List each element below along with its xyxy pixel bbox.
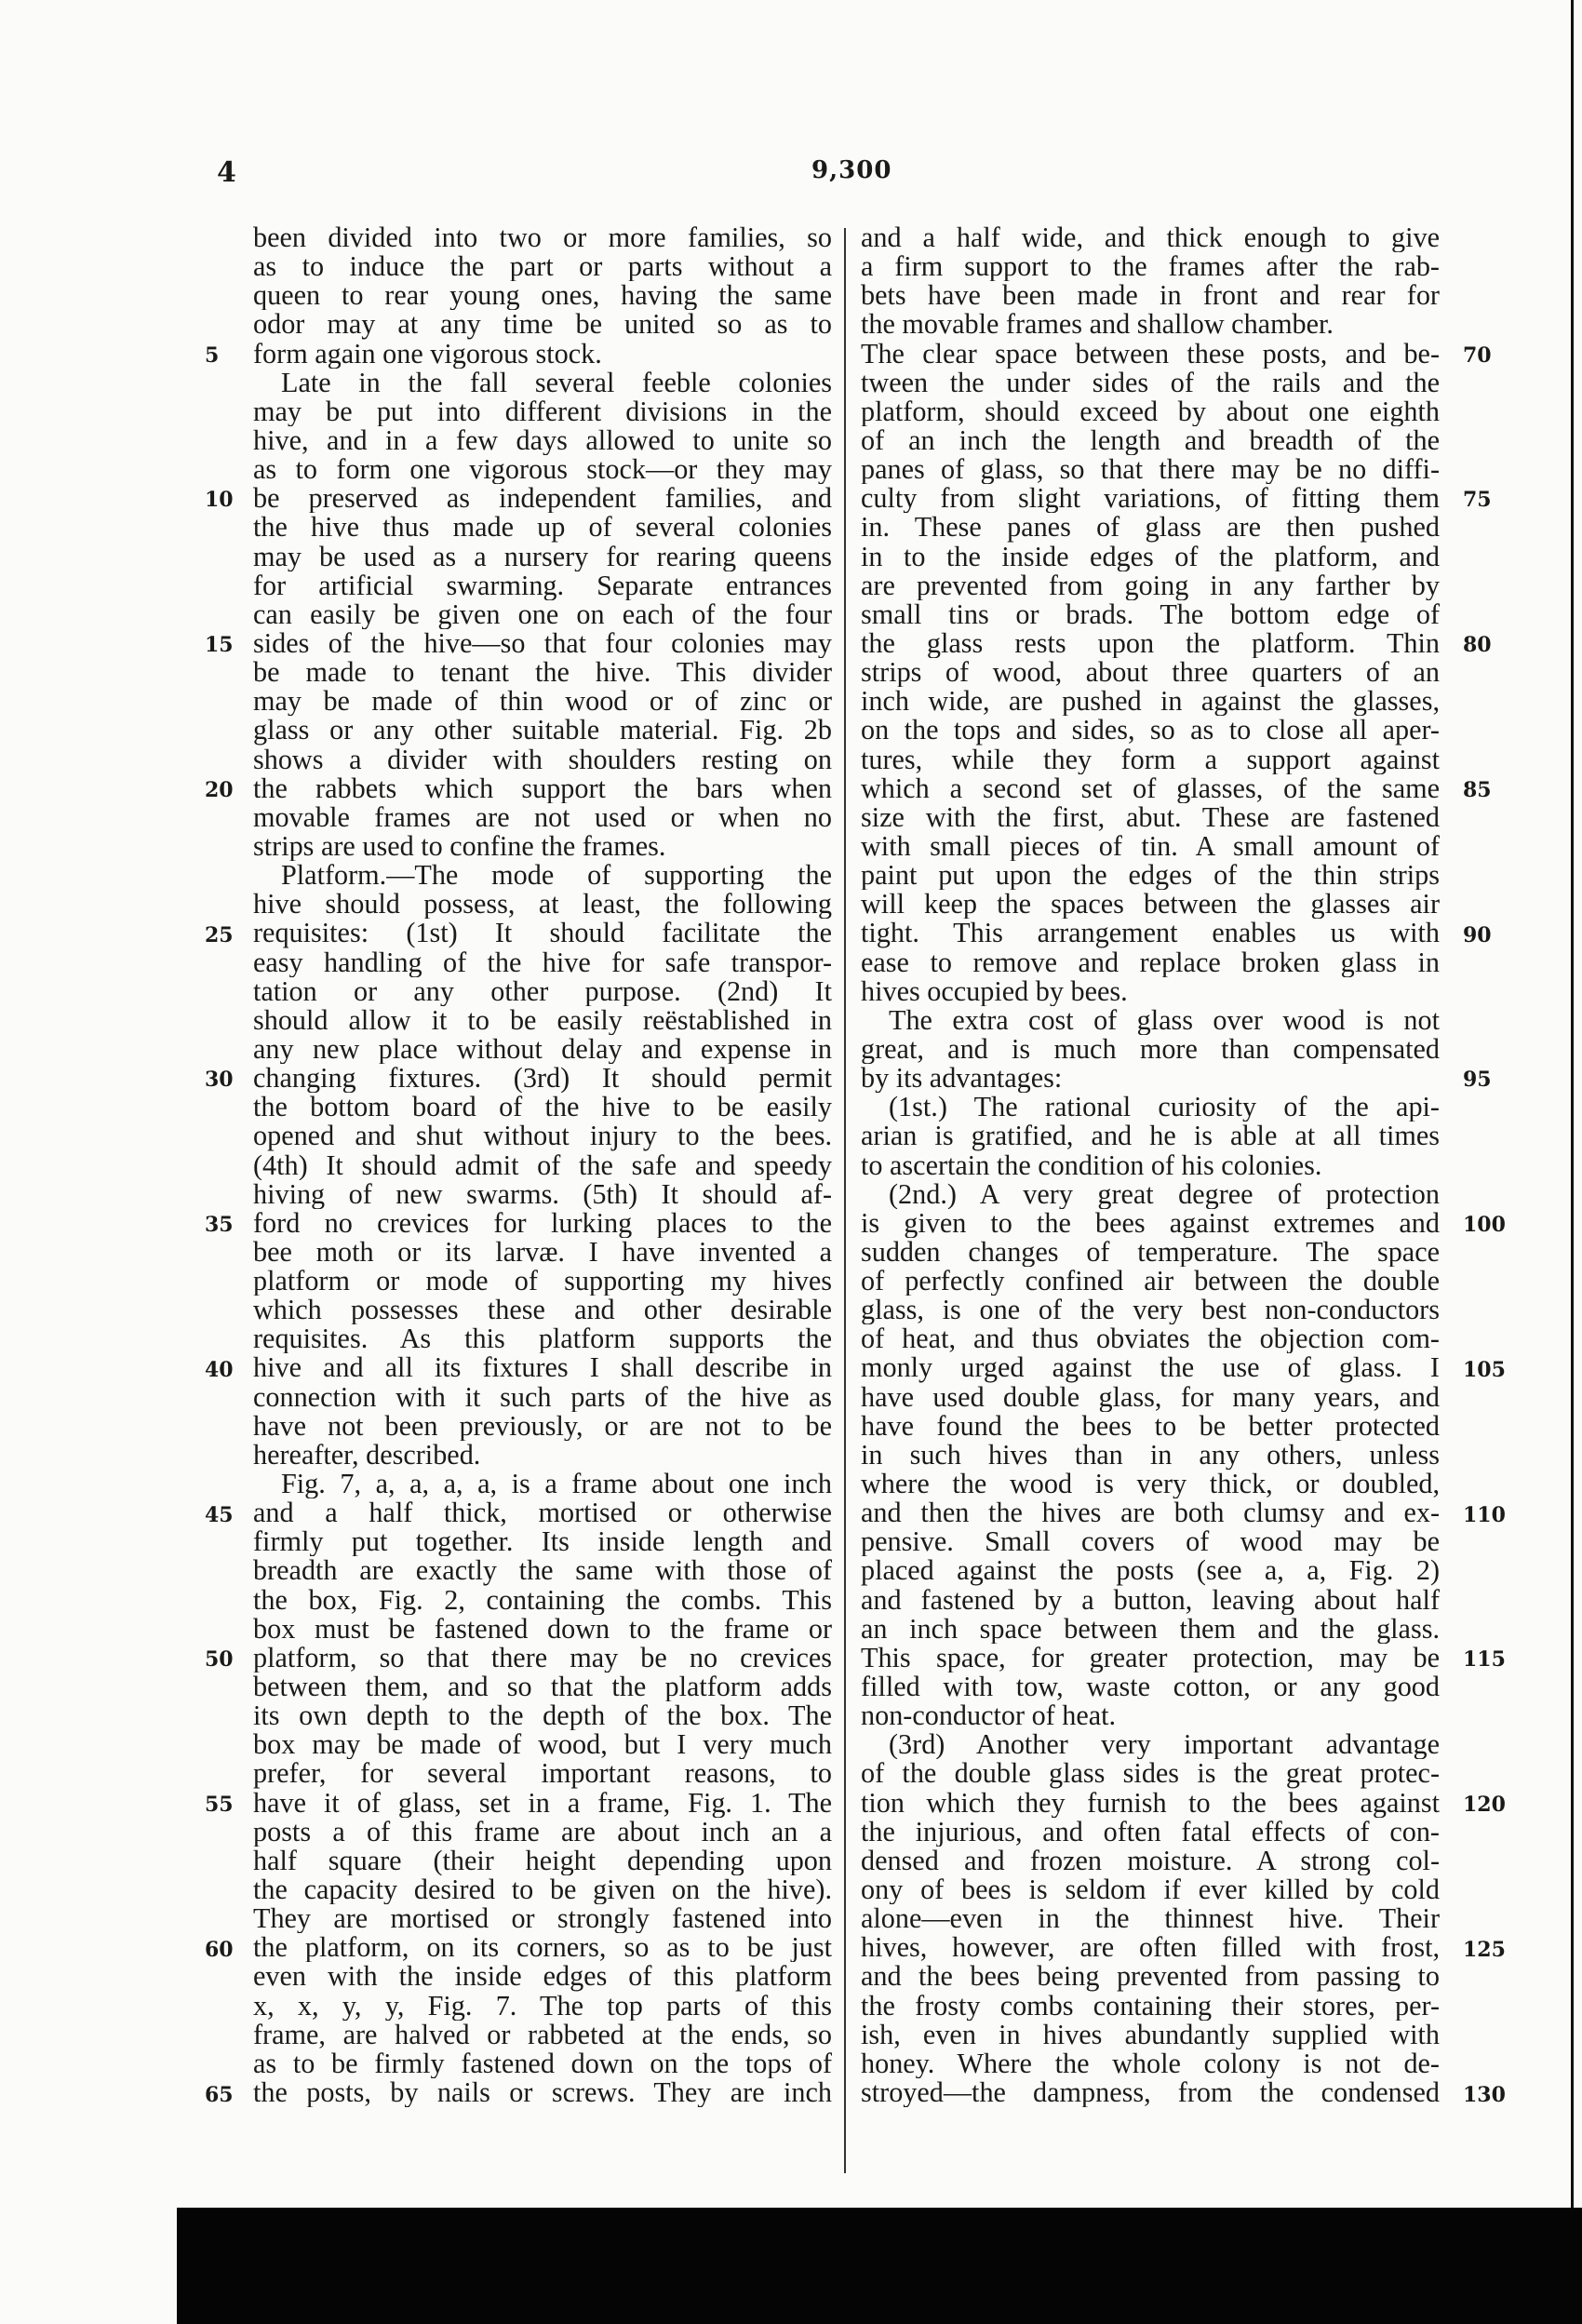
text-line: inch wide, are pushed in against the glasses, — [861, 687, 1440, 717]
text-line: may be made of thin wood or of zinc or — [253, 687, 832, 717]
text-line: ford no crevices for lurking places to the — [253, 1208, 832, 1238]
text-line: be preserved as independent families, and — [253, 484, 832, 514]
text-line: hive and all its fixtures I shall describe in — [253, 1353, 832, 1383]
text-line: a firm support to the frames after the rab- — [861, 252, 1440, 282]
text-line: changing fixtures. (3rd) It should permit — [253, 1064, 832, 1094]
text-line: the rabbets which support the bars when — [253, 773, 832, 803]
text-line: honey. Where the whole colony is not de- — [861, 2049, 1440, 2078]
text-line: bets have been made in front and rear for — [861, 281, 1440, 311]
text-line: been divided into two or more families, so — [253, 223, 832, 253]
text-line: This space, for greater protection, may be — [861, 1643, 1440, 1673]
text-line: and fastened by a button, leaving about half — [861, 1585, 1440, 1615]
line-number: 85 — [1463, 777, 1492, 802]
text-line: half square (their height depending upon — [253, 1846, 832, 1876]
text-line: in. These panes of glass are then pushed — [861, 513, 1440, 543]
line-number: 35 — [205, 1213, 234, 1238]
text-line: placed against the posts (see a, a, Fig. 2) — [861, 1556, 1440, 1586]
text-line: an inch space between them and the glass. — [861, 1614, 1440, 1644]
text-line: panes of glass, so that there may be no diffi- — [861, 455, 1440, 485]
scan-border-bottom — [177, 2208, 1582, 2324]
text-line: Fig. 7, a, a, a, a, is a frame about one inch — [281, 1470, 832, 1499]
text-line: is given to the bees against extremes and — [861, 1208, 1440, 1238]
line-number: 65 — [205, 2082, 234, 2107]
text-line: box may be made of wood, but I very much — [253, 1730, 832, 1760]
text-line: hereafter, described. — [253, 1440, 481, 1471]
text-line: have it of glass, set in a frame, Fig. 1. The — [253, 1788, 832, 1818]
text-line: hiving of new swarms. (5th) It should af- — [253, 1179, 832, 1209]
line-number: 90 — [1463, 922, 1492, 947]
text-line: Late in the fall several feeble colonies — [281, 368, 832, 397]
line-number: 75 — [1463, 488, 1492, 513]
text-line: pensive. Small covers of wood may be — [861, 1527, 1440, 1557]
text-line: of perfectly confined air between the double — [861, 1267, 1440, 1296]
text-line: the box, Fig. 2, containing the combs. This — [253, 1585, 832, 1615]
text-line: odor may at any time be united so as to — [253, 310, 832, 340]
line-number: 40 — [205, 1357, 234, 1382]
text-line: where the wood is very thick, or doubled, — [861, 1470, 1440, 1499]
line-number: 30 — [205, 1068, 234, 1093]
text-line: connection with it such parts of the hive as — [253, 1382, 832, 1412]
line-number: 120 — [1463, 1793, 1506, 1818]
right-text-column — [861, 223, 1440, 2107]
text-line: ease to remove and replace broken glass in — [861, 947, 1440, 977]
text-line: for artificial swarming. Separate entrances — [253, 571, 832, 600]
text-line: and then the hives are both clumsy and ex- — [861, 1498, 1440, 1528]
text-line: may be put into different divisions in the — [253, 396, 832, 426]
text-line: have not been previously, or are not to be — [253, 1411, 832, 1441]
left-text-column — [253, 223, 832, 2107]
text-line: movable frames are not used or when no — [253, 802, 832, 832]
text-line: Platform.—The mode of supporting the — [281, 861, 832, 891]
text-line: have used double glass, for many years, and — [861, 1382, 1440, 1412]
text-line: opened and shut without injury to the bees. — [253, 1122, 832, 1151]
text-line: The clear space between these posts, and be- — [861, 339, 1440, 369]
text-line: the platform, on its corners, so as to be just — [253, 1933, 832, 1963]
line-number: 20 — [205, 777, 234, 802]
line-number: 80 — [1463, 633, 1492, 658]
line-number: 45 — [205, 1502, 234, 1527]
text-line: the hive thus made up of several colonies — [253, 513, 832, 543]
line-number: 25 — [205, 922, 234, 947]
line-number: 15 — [205, 633, 234, 658]
text-line: which possesses these and other desirable — [253, 1296, 832, 1325]
text-line: monly urged against the use of glass. I — [861, 1353, 1440, 1383]
text-line: queen to rear young ones, having the same — [253, 281, 832, 311]
line-number: 110 — [1463, 1502, 1506, 1527]
text-line: can easily be given one on each of the four — [253, 599, 832, 629]
text-line: platform, so that there may be no crevices — [253, 1643, 832, 1673]
text-line: small tins or brads. The bottom edge of — [861, 599, 1440, 629]
text-line: filled with tow, waste cotton, or any good — [861, 1672, 1440, 1702]
text-line: to ascertain the condition of his colonies. — [861, 1150, 1322, 1180]
text-line: as to be firmly fastened down on the tops of — [253, 2049, 832, 2078]
text-line: They are mortised or strongly fastened into — [253, 1904, 832, 1934]
line-number: 115 — [1463, 1647, 1506, 1672]
text-line: the glass rests upon the platform. Thin — [861, 628, 1440, 659]
text-line: the posts, by nails or screws. They are inch — [253, 2078, 832, 2108]
text-line: stroyed—the dampness, from the condensed — [861, 2078, 1440, 2108]
text-line: in to the inside edges of the platform, and — [861, 542, 1440, 571]
text-line: paint put upon the edges of the thin strips — [861, 861, 1440, 891]
text-line: the bottom board of the hive to be easily — [253, 1093, 832, 1122]
text-line: the capacity desired to be given on the hive). — [253, 1875, 832, 1905]
text-line: tures, while they form a support against — [861, 745, 1440, 774]
text-line: on the tops and sides, so as to close all aper- — [861, 716, 1440, 746]
text-line: between them, and so that the platform adds — [253, 1672, 832, 1702]
text-line: requisites. As this platform supports the — [253, 1324, 832, 1354]
line-number: 105 — [1463, 1357, 1506, 1382]
text-line: form again one vigorous stock. — [253, 339, 602, 369]
text-line: will keep the spaces between the glasses air — [861, 890, 1440, 920]
text-line: of heat, and thus obviates the objection com- — [861, 1324, 1440, 1354]
text-line: great, and is much more than compensated — [861, 1034, 1440, 1065]
text-line: arian is gratified, and he is able at all times — [861, 1122, 1440, 1151]
column-divider — [844, 228, 846, 2173]
text-line: hive, and in a few days allowed to unite so — [253, 425, 832, 456]
text-line: (4th) It should admit of the safe and speedy — [253, 1150, 832, 1180]
text-line: its own depth to the depth of the box. The — [253, 1701, 832, 1731]
text-line: sides of the hive—so that four colonies may — [253, 628, 832, 659]
text-line: as to induce the part or parts without a — [253, 252, 832, 282]
text-line: box must be fastened down to the frame or — [253, 1614, 832, 1644]
text-line: should allow it to be easily reëstablished in — [253, 1005, 832, 1035]
text-line: which a second set of glasses, of the same — [861, 773, 1440, 803]
line-number: 60 — [205, 1937, 234, 1962]
text-line: platform, should exceed by about one eighth — [861, 396, 1440, 426]
text-line: and the bees being prevented from passing to — [861, 1962, 1440, 1992]
line-number: 100 — [1463, 1213, 1506, 1238]
text-line: tight. This arrangement enables us with — [861, 919, 1440, 948]
text-line: of an inch the length and breadth of the — [861, 425, 1440, 456]
text-line: tween the under sides of the rails and the — [861, 368, 1440, 397]
text-line: (3rd) Another very important advantage — [889, 1730, 1440, 1760]
text-line: alone—even in the thinnest hive. Their — [861, 1904, 1440, 1934]
text-line: any new place without delay and expense in — [253, 1034, 832, 1065]
text-line: of the double glass sides is the great protec- — [861, 1759, 1440, 1789]
text-line: as to form one vigorous stock—or they may — [253, 455, 832, 485]
text-line: x, x, y, y, Fig. 7. The top parts of this — [253, 1991, 832, 2021]
text-line: (2nd.) A very great degree of protection — [889, 1179, 1440, 1209]
text-line: in such hives than in any others, unless — [861, 1440, 1440, 1471]
text-line: even with the inside edges of this platform — [253, 1962, 832, 1992]
text-line: by its advantages: — [861, 1064, 1063, 1094]
text-line: tation or any other purpose. (2nd) It — [253, 976, 832, 1006]
text-line: breadth are exactly the same with those of — [253, 1556, 832, 1586]
text-line: tion which they furnish to the bees against — [861, 1788, 1440, 1818]
line-number: 95 — [1463, 1068, 1492, 1093]
text-line: hives occupied by bees. — [861, 976, 1128, 1006]
line-number: 130 — [1463, 2082, 1506, 2107]
line-number: 55 — [205, 1793, 234, 1818]
text-line: posts a of this frame are about inch an a — [253, 1817, 832, 1847]
text-line: the movable frames and shallow chamber. — [861, 310, 1334, 340]
text-line: strips of wood, about three quarters of an — [861, 658, 1440, 688]
text-line: firmly put together. Its inside length and — [253, 1527, 832, 1557]
text-line: strips are used to confine the frames. — [253, 831, 666, 862]
line-number: 5 — [205, 343, 220, 368]
text-line: size with the first, abut. These are fastened — [861, 802, 1440, 832]
text-line: hives, however, are often filled with frost, — [861, 1933, 1440, 1963]
text-line: may be used as a nursery for rearing queens — [253, 542, 832, 571]
text-line: and a half wide, and thick enough to give — [861, 223, 1440, 253]
text-line: culty from slight variations, of fitting them — [861, 484, 1440, 514]
text-line: are prevented from going in any farther by — [861, 571, 1440, 600]
text-line: ony of bees is seldom if ever killed by cold — [861, 1875, 1440, 1905]
text-line: The extra cost of glass over wood is not — [889, 1005, 1440, 1035]
text-line: the frosty combs containing their stores, per- — [861, 1991, 1440, 2021]
line-number: 50 — [205, 1647, 234, 1672]
text-line: platform or mode of supporting my hives — [253, 1267, 832, 1296]
text-line: shows a divider with shoulders resting on — [253, 745, 832, 774]
text-line: hive should possess, at least, the following — [253, 890, 832, 920]
text-line: glass, is one of the very best non-conductors — [861, 1296, 1440, 1325]
text-line: sudden changes of temperature. The space — [861, 1237, 1440, 1268]
text-line: ish, even in hives abundantly supplied with — [861, 2020, 1440, 2049]
text-line: frame, are halved or rabbeted at the ends, so — [253, 2020, 832, 2049]
text-line: be made to tenant the hive. This divider — [253, 658, 832, 688]
line-number: 125 — [1463, 1937, 1506, 1962]
patent-number: 9,300 — [811, 156, 892, 184]
text-line: bee moth or its larvæ. I have invented a — [253, 1237, 832, 1268]
text-line: and a half thick, mortised or otherwise — [253, 1498, 832, 1528]
line-number: 10 — [205, 488, 234, 513]
scan-border-right — [1571, 0, 1574, 2208]
text-line: the injurious, and often fatal effects of con- — [861, 1817, 1440, 1847]
text-line: with small pieces of tin. A small amount of — [861, 831, 1440, 862]
line-number: 70 — [1463, 343, 1492, 368]
text-line: easy handling of the hive for safe transpor- — [253, 947, 832, 977]
text-line: requisites: (1st) It should facilitate the — [253, 919, 832, 948]
text-line: glass or any other suitable material. Fig. 2b — [253, 716, 832, 746]
text-line: densed and frozen moisture. A strong col- — [861, 1846, 1440, 1876]
text-line: have found the bees to be better protected — [861, 1411, 1440, 1441]
text-line: non-conductor of heat. — [861, 1701, 1117, 1731]
text-line: (1st.) The rational curiosity of the api- — [889, 1093, 1440, 1122]
page-number: 4 — [217, 156, 236, 189]
text-line: prefer, for several important reasons, to — [253, 1759, 832, 1789]
